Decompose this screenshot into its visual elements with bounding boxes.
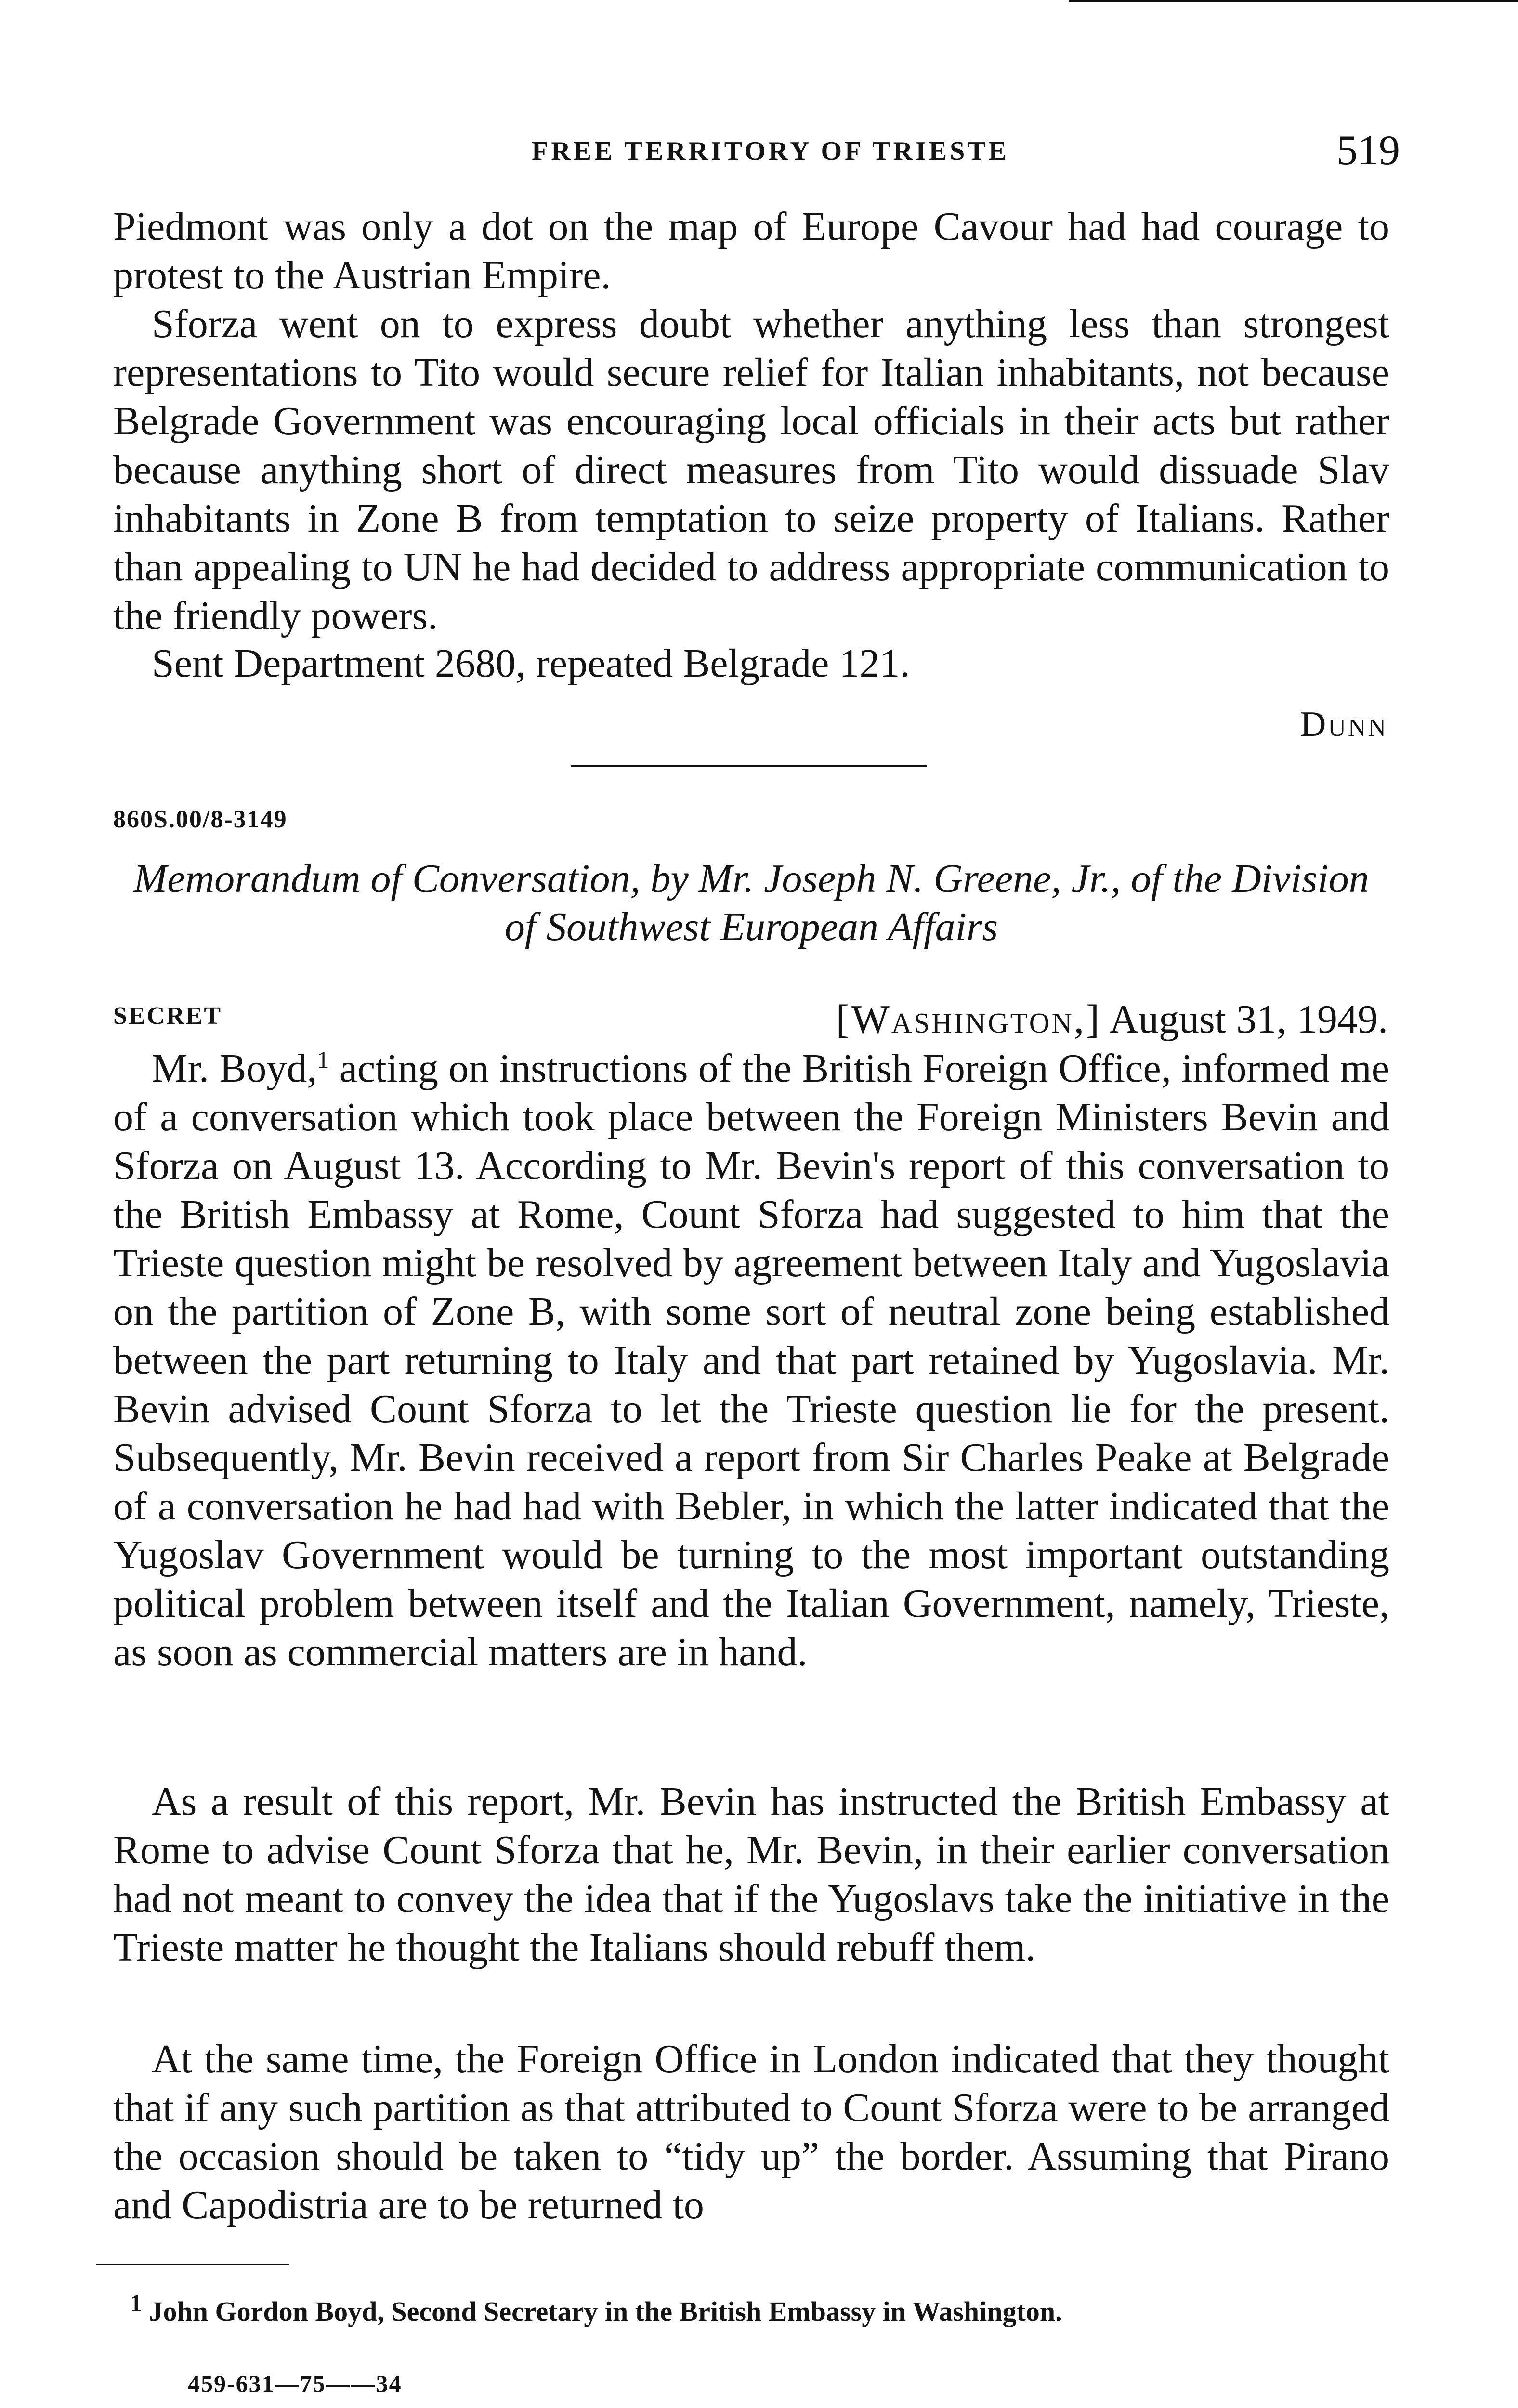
footnote-text: John Gordon Boyd, Second Secretary in the British Embassy in Washington. — [142, 2296, 1062, 2327]
paragraph-boyd — [113, 1044, 1389, 1676]
dateline-date: August 31, 1949. — [1109, 997, 1388, 1042]
print-code: 459-631—75——34 — [188, 2370, 402, 2397]
classification-label: SECRET — [113, 1002, 222, 1030]
dateline — [836, 996, 1388, 1043]
running-title: FREE TERRITORY OF TRIESTE — [532, 136, 1009, 166]
footnote-marker: 1 — [130, 2289, 142, 2316]
dateline-place: [Washington,] — [836, 997, 1101, 1042]
file-number: 860S.00/8-3149 — [113, 806, 288, 833]
signature: Dunn — [1300, 705, 1388, 744]
paragraph-sent: Sent Department 2680, repeated Belgrade 121. — [152, 641, 910, 686]
footnote — [130, 2289, 1406, 2331]
footnote-ref: 1 — [317, 1046, 329, 1073]
paragraph-foreign-office: At the same time, the Foreign Office in London indicated that they thought that if any such partition as that attributed to Count Sforza were to be arranged the occasion should be taken to “tidy up” the border. Assuming that Pirano and Capodistria are to be returned to — [113, 2037, 1389, 2227]
top-edge-rule — [1069, 0, 1518, 2]
paragraph-boyd-rest: acting on instructions of the British Foreign Office, informed me of a conversation which took place between the Foreign Ministers Bevin and Sforza on August 13. According to Mr. Bevin's report of this conversation to the British Embassy at Rome, Count Sforza had suggested to him that the Trieste question might be resolved by agreement between Italy and Yugoslavia on the partition of Zone B, with some sort of neutral zone being established between the part returning to Italy and that part retained by Yugoslavia. Mr. Bevin advised Count Sforza to let the Trieste question lie for the present. Subsequently, Mr. Bevin received a report from Sir Charles Peake at Belgrade of a conversation he had had with Bebler, in which the latter indicated that the Yugoslav Government would be turning to the most important outstanding political problem between itself and the Italian Government, namely, Trieste, as soon as commercial matters are in hand. — [113, 1046, 1389, 1675]
section-divider — [571, 765, 927, 767]
document-title: Memorandum of Conversation, by Mr. Joseph N. Greene, Jr., of the Division of Southwest European Affairs — [133, 856, 1369, 949]
paragraph-bevin: As a result of this report, Mr. Bevin has instructed the British Embassy at Rome to advise Count Sforza that he, Mr. Bevin, in their earlier conversation had not meant to convey the idea that if the Yugoslavs take the initiative in the Trieste matter he thought the Italians should rebuff them. — [113, 1779, 1389, 1970]
page-number: 519 — [1336, 127, 1400, 174]
paragraph-boyd-start: Mr. Boyd, — [152, 1046, 317, 1091]
continued-paragraph: Piedmont was only a dot on the map of Europe Cavour had had courage to protest to the Austrian Empire. — [113, 204, 1389, 298]
paragraph-sforza: Sforza went on to express doubt whether anything less than strongest representations to Tito would secure relief for Italian inhabitants, not because Belgrade Government was encouraging local officials in their acts but rather because anything short of direct measures from Tito would dissuade Slav inhabitants in Zone B from temptation to seize property of Italians. Rather than appealing to UN he had decided to address appropriate communication to the friendly powers. — [113, 301, 1389, 638]
footnote-rule — [96, 2264, 289, 2265]
